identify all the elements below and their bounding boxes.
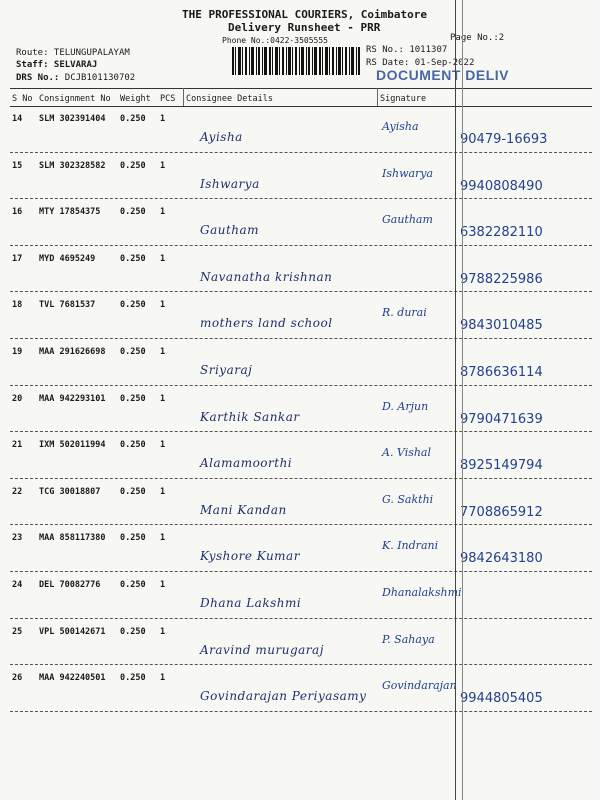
col-weight-header: Weight <box>120 94 151 104</box>
serial-number: 20 <box>12 393 23 404</box>
receiver-signature: K. Indrani <box>382 539 439 553</box>
pieces-count: 1 <box>160 393 166 404</box>
pieces-count: 1 <box>160 207 166 218</box>
consignee-name: Alamamoorthi <box>200 456 293 471</box>
drs-number <box>16 73 135 83</box>
weight-value: 0.250 <box>120 486 146 497</box>
header-top-rule <box>10 88 592 89</box>
receiver-phone: 9940808490 <box>460 178 543 194</box>
receiver-signature: Ishwarya <box>382 166 434 180</box>
weight-value: 0.250 <box>120 160 146 171</box>
table-row <box>10 665 592 712</box>
receiver-signature: A. Vishal <box>382 446 432 460</box>
consignee-name: Gautham <box>200 223 260 238</box>
receiver-signature: G. Sakthi <box>382 492 434 506</box>
receiver-signature: Govindarajan <box>382 679 457 693</box>
consignment-number: MAA 942240501 <box>39 673 106 684</box>
consignment-number: TVL 7681537 <box>39 300 96 311</box>
col-consignee-header: Consignee Details <box>186 94 273 104</box>
consignee-name: Sriyaraj <box>200 362 253 377</box>
pieces-count: 1 <box>160 160 166 171</box>
consignee-name: Aravind murugaraj <box>200 642 324 657</box>
pieces-count: 1 <box>160 486 166 497</box>
serial-number: 14 <box>12 114 23 124</box>
pieces-count: 1 <box>160 626 166 637</box>
consignee-name: Ayisha <box>200 130 243 144</box>
scan-fold-line-2 <box>462 0 463 800</box>
page-number: Page No.:2 <box>450 33 505 43</box>
consignment-number: VPL 500142671 <box>39 626 106 637</box>
consignee-name: Dhana Lakshmi <box>200 595 302 610</box>
serial-number: 16 <box>12 207 23 218</box>
weight-value: 0.250 <box>120 114 146 124</box>
weight-value: 0.250 <box>120 673 146 684</box>
consignment-number: MAA 291626698 <box>39 346 106 357</box>
consignee-name: mothers land school <box>200 316 333 331</box>
serial-number: 18 <box>12 300 23 311</box>
table-row <box>10 479 592 526</box>
receiver-phone: 8786636114 <box>460 364 543 380</box>
table-row <box>10 339 592 386</box>
receiver-signature: R. durai <box>382 306 427 320</box>
phone-number: Phone No.:0422-3505555 <box>222 36 328 45</box>
consignment-number: SLM 302391404 <box>39 114 106 124</box>
receiver-signature: Gautham <box>382 213 433 227</box>
drs-label: DRS No.: <box>16 73 60 83</box>
receiver-phone: 6382282110 <box>460 225 543 241</box>
consignment-number: SLM 302328582 <box>39 160 106 171</box>
consignee-name: Karthik Sankar <box>200 409 300 424</box>
table-row <box>10 199 592 246</box>
consignment-number: MTY 17854375 <box>39 207 101 218</box>
serial-number: 25 <box>12 626 23 637</box>
drs-value: DCJB101130702 <box>64 73 136 83</box>
pieces-count: 1 <box>160 346 166 357</box>
weight-value: 0.250 <box>120 207 146 218</box>
weight-value: 0.250 <box>120 300 146 311</box>
serial-number: 17 <box>12 253 23 264</box>
pieces-count: 1 <box>160 253 166 264</box>
receiver-signature: Dhanalakshmi <box>382 585 462 599</box>
runsheet-subtitle: Delivery Runsheet - PRR <box>228 21 381 34</box>
route-label: Route: TELUNGUPALAYAM <box>16 48 130 58</box>
col-sno-header: S No <box>12 94 33 104</box>
pieces-count: 1 <box>160 533 166 544</box>
col-pcs-header: PCS <box>160 94 176 104</box>
table-row <box>10 572 592 619</box>
serial-number: 19 <box>12 346 23 357</box>
consignment-number: MYD 4695249 <box>39 253 96 264</box>
signature-column-divider <box>377 88 378 106</box>
delivery-rows <box>10 106 592 712</box>
table-row <box>10 386 592 433</box>
consignee-name: Ishwarya <box>200 176 260 191</box>
receiver-phone: 90479-16693 <box>460 132 548 147</box>
serial-number: 15 <box>12 160 23 171</box>
delivered-stamp: DOCUMENT DELIV <box>376 67 509 83</box>
serial-number: 22 <box>12 486 23 497</box>
barcode-image <box>232 47 360 75</box>
table-row <box>10 106 592 153</box>
table-row <box>10 432 592 479</box>
receiver-signature: P. Sahaya <box>382 632 435 646</box>
col-consignment-header: Consignment No <box>39 94 111 104</box>
consignment-number: MAA 942293101 <box>39 393 106 404</box>
receiver-phone: 9788225986 <box>460 271 543 287</box>
receiver-phone: 9843010485 <box>460 318 543 334</box>
column-header-row <box>10 90 592 106</box>
weight-value: 0.250 <box>120 533 146 544</box>
company-title: THE PROFESSIONAL COURIERS, Coimbatore <box>182 8 428 21</box>
serial-number: 26 <box>12 673 23 684</box>
serial-number: 21 <box>12 440 23 451</box>
pieces-count: 1 <box>160 300 166 311</box>
table-row <box>10 246 592 293</box>
receiver-phone: 8925149794 <box>460 458 543 474</box>
col-signature-header: Signature <box>380 94 427 104</box>
serial-number: 23 <box>12 533 23 544</box>
receiver-phone: 9790471639 <box>460 411 543 427</box>
pieces-count: 1 <box>160 114 166 124</box>
serial-number: 24 <box>12 579 23 590</box>
consignment-number: MAA 858117380 <box>39 533 106 544</box>
receiver-signature: Ayisha <box>382 120 419 133</box>
consignment-number: TCG 30018807 <box>39 486 101 497</box>
weight-value: 0.250 <box>120 346 146 357</box>
consignee-name: Mani Kandan <box>200 502 287 517</box>
rs-number: RS No.: 1011307 <box>366 45 448 55</box>
consignee-column-divider <box>183 88 184 106</box>
receiver-phone: 9842643180 <box>460 551 543 567</box>
table-row <box>10 525 592 572</box>
weight-value: 0.250 <box>120 393 146 404</box>
rs-date: RS Date: 01-Sep-2022 <box>366 58 475 68</box>
pieces-count: 1 <box>160 579 166 590</box>
receiver-phone: 9944805405 <box>460 691 543 707</box>
weight-value: 0.250 <box>120 253 146 264</box>
consignment-number: IXM 502011994 <box>39 440 106 451</box>
consignee-name: Kyshore Kumar <box>200 549 300 564</box>
weight-value: 0.250 <box>120 579 146 590</box>
table-row <box>10 153 592 200</box>
weight-value: 0.250 <box>120 626 146 637</box>
consignee-name: Govindarajan Periyasamy <box>200 689 367 704</box>
consignee-name: Navanatha krishnan <box>200 269 333 284</box>
scan-fold-line <box>455 0 456 800</box>
table-row <box>10 619 592 666</box>
receiver-signature: D. Arjun <box>382 399 429 413</box>
receiver-phone: 7708865912 <box>460 504 543 520</box>
consignment-number: DEL 70082776 <box>39 579 101 590</box>
table-row <box>10 292 592 339</box>
pieces-count: 1 <box>160 673 166 684</box>
pieces-count: 1 <box>160 440 166 451</box>
weight-value: 0.250 <box>120 440 146 451</box>
staff-label: Staff: SELVARAJ <box>16 60 98 70</box>
